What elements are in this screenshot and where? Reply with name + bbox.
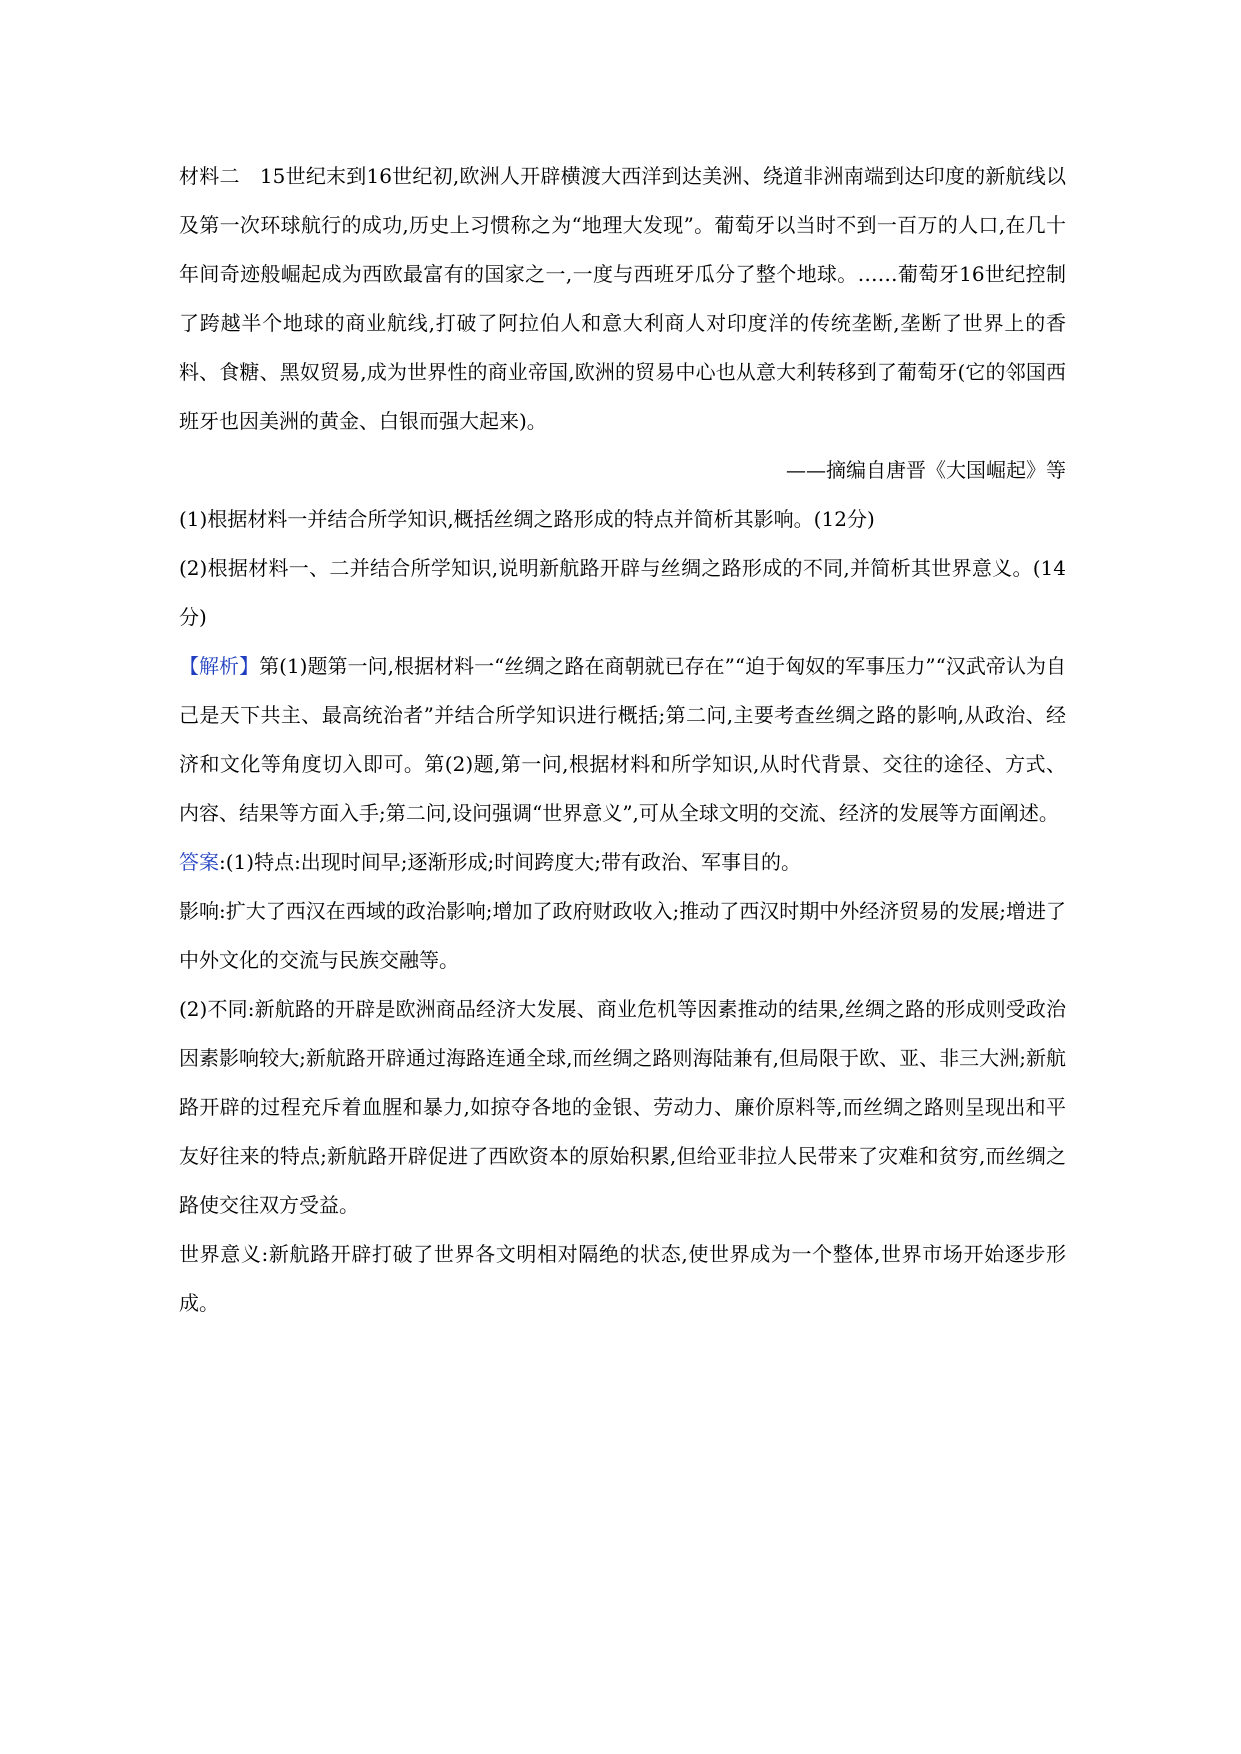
analysis-text: 第(1)题第一问,根据材料一“丝绸之路在商朝就已存在”“迫于匈奴的军事压力”“汉武帝认为自己是天下共主、最高统治者”并结合所学知识进行概括;第二问,主要考查丝绸之路的影响,从政治、经济和文化等角度切入即可。第(2)题,第一问,根据材料和所学知识,从时代背景、交往的途径、方式、内容、结果等方面入手;第二问,设问强调“世界意义”,可从全球文明的交流、经济的发展等方面阐述。 (179, 654, 1066, 825)
material-2-text: 15世纪末到16世纪初,欧洲人开辟横渡大西洋到达美洲、绕道非洲南端到达印度的新航线以及第一次环球航行的成功,历史上习惯称之为“地理大发现”。葡萄牙以当时不到一百万的人口,在几十年间奇迹般崛起成为西欧最富有的国家之一,一度与西班牙瓜分了整个地球。……葡萄牙16世纪控制了跨越半个地球的商业航线,打破了阿拉伯人和意大利商人对印度洋的传统垄断,垄断了世界上的香料、食糖、黑奴贸易,成为世界性的商业帝国,欧洲的贸易中心也从意大利转移到了葡萄牙(它的邻国西班牙也因美洲的黄金、白银而强大起来)。 (179, 164, 1066, 433)
answer-part1-features (179, 838, 1066, 887)
answer-label: 答案 (179, 850, 219, 874)
analysis-paragraph (179, 642, 1066, 838)
answer-part1-features-text: :(1)特点:出现时间早;逐渐形成;时间跨度大;带有政治、军事目的。 (219, 850, 802, 874)
answer-part2-significance: 世界意义:新航路开辟打破了世界各文明相对隔绝的状态,使世界成为一个整体,世界市场开始逐步形成。 (179, 1242, 1066, 1315)
material-2-label: 材料二 (179, 164, 240, 188)
analysis-label: 【解析】 (179, 654, 260, 678)
answer-part2-difference: (2)不同:新航路的开辟是欧洲商品经济大发展、商业危机等因素推动的结果,丝绸之路的形成则受政治因素影响较大;新航路开辟通过海路连通全球,而丝绸之路则海陆兼有,但局限于欧、亚、非三大洲;新航路开辟的过程充斥着血腥和暴力,如掠夺各地的金银、劳动力、廉价原料等,而丝绸之路则呈现出和平友好往来的特点;新航路开辟促进了西欧资本的原始积累,但给亚非拉人民带来了灾难和贫穷,而丝绸之路使交往双方受益。 (179, 997, 1066, 1217)
document-page (179, 152, 1066, 1328)
material-2-paragraph (179, 152, 1066, 446)
answer-part1-impact: 影响:扩大了西汉在西域的政治影响;增加了政府财政收入;推动了西汉时期中外经济贸易的发展;增进了中外文化的交流与民族交融等。 (179, 899, 1066, 972)
material-2-source: ——摘编自唐晋《大国崛起》等 (786, 458, 1066, 482)
question-1: (1)根据材料一并结合所学知识,概括丝绸之路形成的特点并简析其影响。(12分) (179, 507, 875, 531)
question-2: (2)根据材料一、二并结合所学知识,说明新航路开辟与丝绸之路形成的不同,并简析其世界意义。(14分) (179, 556, 1066, 629)
